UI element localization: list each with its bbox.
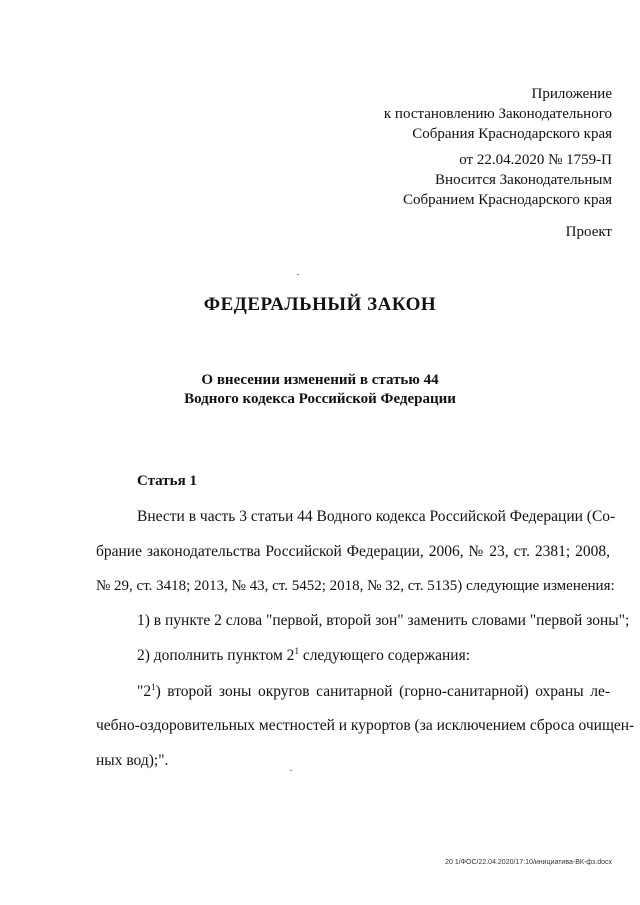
introduced-by-line2: Собранием Краснодарского края [402, 192, 612, 208]
paragraph-line: Внести в часть 3 статьи 44 Водного кодекса Российской Федерации (Со- [137, 508, 616, 525]
introduced-by: Вносится Законодательным [435, 172, 612, 188]
law-title: ФЕДЕРАЛЬНЫЙ ЗАКОН [203, 294, 437, 315]
paragraph-line: брание законодательства Российской Федерации, 2006, № 23, ст. 2381; 2008, [96, 543, 610, 560]
article-heading: Статья 1 [137, 473, 197, 489]
file-footer: 20 1/ФОС/22.04.2020/17:10/инициатива-ВК-фз.docx [445, 859, 612, 866]
law-subtitle-line2: Водного кодекса Российской Федерации [184, 391, 456, 407]
scan-speck [290, 770, 292, 771]
item2-suffix: следующего содержания: [298, 647, 471, 664]
resolution-reference: к постановлению Законодательного [383, 106, 612, 122]
amendment-item-2 [137, 646, 470, 666]
amendment-item-1: 1) в пункте 2 слова "первой, второй зон" заменить словами "первой зоны"; [137, 612, 630, 629]
project-label: Проект [565, 224, 612, 240]
date-number: от 22.04.2020 № 1759-П [459, 152, 612, 168]
quoted-point-line2: чебно-оздоровительных местностей и курортов (за исключением сброса очищен- [96, 717, 635, 734]
scan-speck [297, 274, 299, 275]
assembly-name: Собрания Краснодарского края [412, 126, 612, 142]
paragraph-line: № 29, ст. 3418; 2013, № 43, ст. 5452; 2018, № 32, ст. 5135) следующие изменения: [96, 578, 615, 594]
quoted-point-line1 [137, 682, 610, 702]
quote-open: "$2^1$) второй зоны округов санитарной (горно-санитарной) охраны ле- [137, 682, 610, 700]
quoted-point-line3: ных вод);". [96, 752, 169, 769]
item2-prefix: 2) дополнить пунктом 2 [137, 647, 295, 664]
item2-superscript: 1 [294, 646, 299, 656]
appendix-label: Приложение [531, 86, 612, 102]
law-subtitle-line1: О внесении изменений в статью 44 [201, 372, 439, 388]
